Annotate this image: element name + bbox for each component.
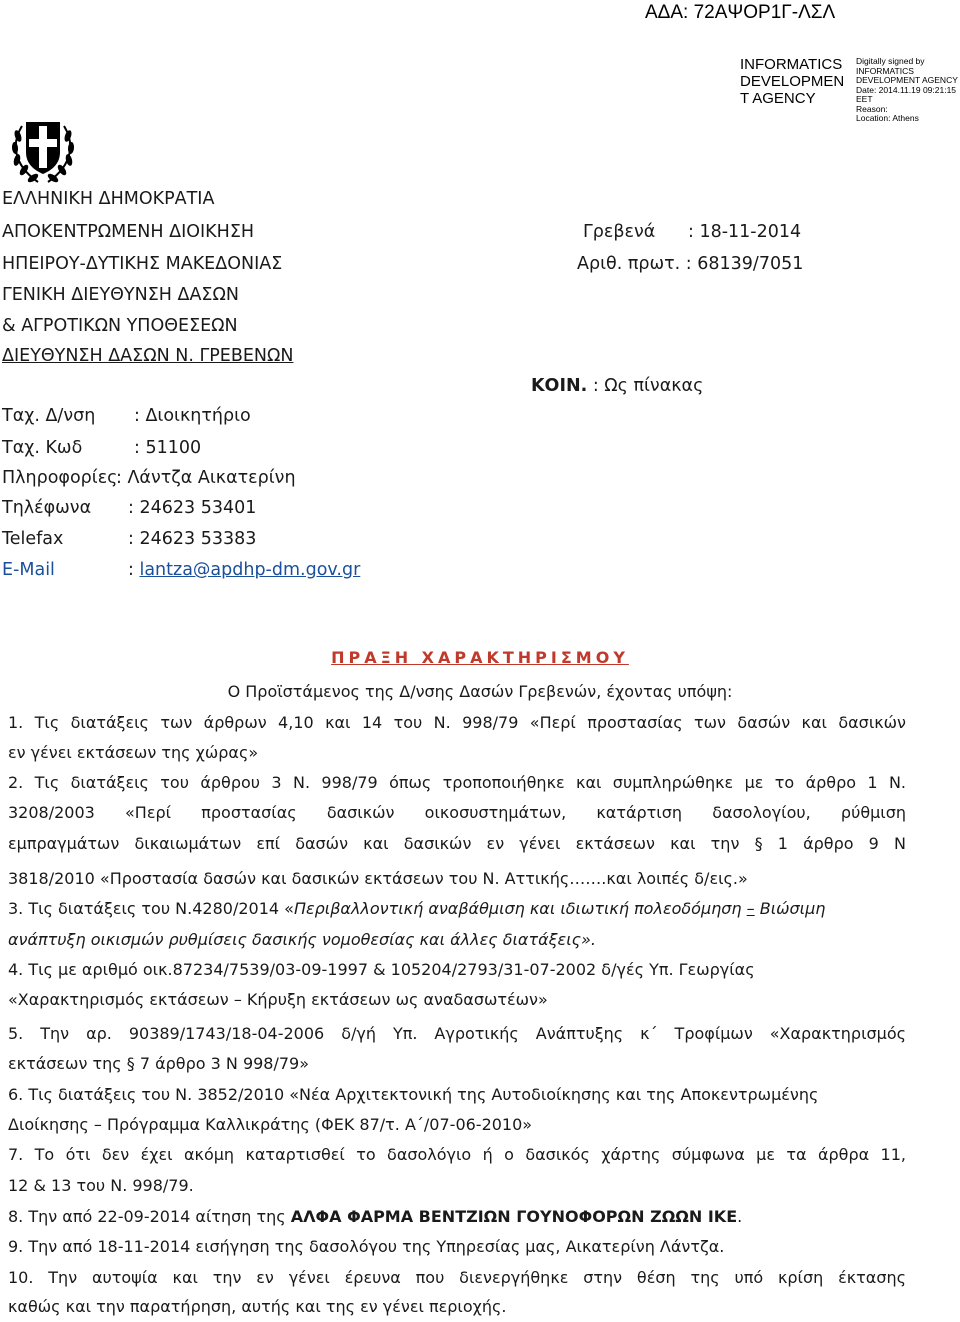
contact-value: : 51100 — [134, 438, 202, 458]
koin-line — [531, 376, 703, 396]
koin-value: : Ως πίνακας — [587, 376, 704, 396]
signature-name-line: T AGENCY — [740, 90, 816, 107]
signature-detail: DEVELOPMENT AGENCY — [856, 75, 958, 85]
contact-label: Πληροφορίες — [2, 468, 118, 488]
contact-value: : 24623 53383 — [128, 529, 257, 549]
sender-line: ΕΛΛΗΝΙΚΗ ΔΗΜΟΚΡΑΤΙΑ — [2, 189, 215, 209]
sender-line: & ΑΓΡΟΤΙΚΩΝ ΥΠΟΘΕΣΕΩΝ — [2, 316, 238, 336]
section-symbol: § — [126, 1054, 135, 1073]
list-item: 5. Την αρ. 90389/1743/18-04-2006 δ/γή Υπ. Αγροτικής Ανάπτυξης κ΄ Τροφίμων «Χαρακτηρισμός — [8, 1024, 906, 1043]
applicant-name: ΑΛΦΑ ΦΑΡΜΑ ΒΕΝΤΖΙΩΝ ΓΟΥΝΟΦΟΡΩΝ ΖΩΩΝ ΙΚΕ — [290, 1207, 738, 1226]
list-item — [8, 1049, 906, 1079]
document-intro: Ο Προϊστάμενος της Δ/νσης Δασών Γρεβενών, έχοντας υπόψη: — [227, 682, 733, 701]
department-name: ΔΙΕΥΘΥΝΣΗ ΔΑΣΩΝ Ν. ΓΡΕΒΕΝΩΝ — [2, 346, 294, 366]
list-item: 10. Την αυτοψία και την εν γένει έρευνα που διενεργήθηκε στην θέση της υπό κρίση έκτασης — [8, 1268, 906, 1287]
contact-label: Τηλέφωνα — [2, 498, 92, 518]
date-label: Γρεβενά — [583, 222, 656, 242]
list-item: 7. Το ότι δεν έχει ακόμη καταρτισθεί το δασολόγιο ή ο δασικός χάρτης σύμφωνα με τα άρθρα 11, — [8, 1145, 906, 1164]
signature-name-line: DEVELOPMEN — [740, 73, 845, 90]
list-item: 3208/2003 «Περί προστασίας δασικών οικοσυστημάτων, κατάρτιση δασολογίου, ρύθμιση — [8, 803, 906, 822]
document-title: ΠΡΑΞΗ ΧΑΡΑΚΤΗΡΙΣΜΟΥ — [331, 648, 629, 667]
signature-detail: Reason: — [856, 103, 888, 114]
contact-label: E-Mail — [2, 560, 55, 580]
list-item: «Χαρακτηρισμός εκτάσεων – Κήρυξη εκτάσεων ως αναδασωτέων» — [8, 990, 548, 1009]
list-item-text: Περιβαλλοντική αναβάθμιση και ιδιωτική πολεοδόμηση — [293, 899, 747, 918]
list-item: εν γένει εκτάσεων της χώρας» — [8, 743, 259, 762]
contact-value: : — [128, 560, 140, 580]
contact-email-line — [128, 560, 360, 580]
koin-label: ΚΟΙΝ. — [531, 376, 588, 396]
signature-detail: INFORMATICS — [856, 65, 914, 76]
list-item: 12 & 13 του Ν. 998/79. — [8, 1176, 194, 1195]
list-item: 4. Τις με αριθμό οικ.87234/7539/03-09-1997 & 105204/2793/31-07-2002 δ/γές Υπ. Γεωργίας — [8, 960, 755, 979]
document-title-row — [0, 648, 960, 667]
contact-value: : Διοικητήριο — [134, 406, 251, 426]
list-item-text: . — [737, 1207, 743, 1226]
list-item: 1. Τις διατάξεις των άρθρων 4,10 και 14 του Ν. 998/79 «Περί προστασίας των δασών και δασικών — [8, 713, 906, 732]
list-item-text: 7 άρθρο 3 Ν 998/79» — [139, 1054, 310, 1073]
list-item: 6. Τις διατάξεις του Ν. 3852/2010 «Νέα Αρχιτεκτονική της Αυτοδιοίκησης και της Αποκεντρωμένης — [8, 1085, 819, 1104]
protocol-value: : 68139/7051 — [680, 254, 804, 274]
signature-detail: Date: 2014.11.19 09:21:15 — [856, 84, 957, 95]
signature-detail: EET — [856, 94, 873, 104]
list-item — [8, 894, 906, 924]
list-item-text: 3. Τις διατάξεις του Ν.4280/2014 « — [8, 899, 294, 918]
signature-details — [856, 57, 958, 124]
signature-name — [740, 56, 844, 107]
sender-line: ΑΠΟΚΕΝΤΡΩΜΕΝΗ ΔΙΟΙΚΗΣΗ — [2, 222, 255, 242]
list-item: 2. Τις διατάξεις του άρθρου 3 Ν. 998/79 όπως τροποποιήθηκε και συμπληρώθηκε με το άρθρο 1 Ν. — [8, 773, 906, 792]
list-item: ανάπτυξη οικισμών ρυθμίσεις δασικής νομοθεσίας και άλλες διατάξεις». — [8, 930, 596, 949]
sender-line: ΗΠΕΙΡΟΥ-ΔΥΤΙΚΗΣ ΜΑΚΕΔΟΝΙΑΣ — [2, 254, 283, 274]
contact-value: : 24623 53401 — [128, 498, 257, 518]
list-item-text: Βιώσιμη — [754, 899, 826, 918]
section-symbol: § — [754, 834, 763, 853]
greek-emblem-icon — [8, 112, 78, 188]
list-item-text: εκτάσεων της — [8, 1054, 122, 1073]
list-item-text: – — [746, 899, 755, 918]
list-item — [8, 1202, 906, 1232]
contact-value: : Λάντζα Αικατερίνη — [116, 468, 296, 488]
signature-detail: Location: Athens — [856, 113, 919, 123]
list-item-text: εμπραγμάτων δικαιωμάτων επί δασών και δασικών εν γένει εκτάσεων και την — [8, 834, 740, 853]
list-item: Διοίκησης – Πρόγραμμα Καλλικράτης (ΦΕΚ 87/τ. Α΄/07-06-2010» — [8, 1115, 533, 1134]
contact-label: Ταχ. Κωδ — [2, 438, 83, 458]
email-link[interactable]: lantza@apdhp-dm.gov.gr — [139, 560, 361, 580]
list-item: 9. Την από 18-11-2014 εισήγηση της δασολόγου της Υπηρεσίας μας, Αικατερίνη Λάντζα. — [8, 1237, 725, 1256]
date-value: : 18-11-2014 — [688, 222, 802, 242]
protocol-label: Αριθ. πρωτ. — [577, 254, 681, 274]
contact-label: Telefax — [2, 529, 64, 549]
signature-name-line: INFORMATICS — [740, 56, 843, 73]
list-item-text: 8. Την από 22-09-2014 αίτηση της — [8, 1207, 291, 1226]
ada-code: ΑΔΑ: 72ΑΨΟΡ1Γ-ΛΣΛ — [645, 2, 836, 23]
contact-label: Ταχ. Δ/νση — [2, 406, 96, 426]
signature-detail: Digitally signed by — [856, 56, 925, 66]
protocol-line — [577, 254, 803, 274]
list-item: καθώς και την παρατήρηση, αυτής και της εν γένει περιοχής. — [8, 1297, 507, 1316]
list-item-text: 1 άρθρο 9 Ν — [777, 834, 906, 853]
list-item: 3818/2010 «Προστασία δασών και δασικών εκτάσεων του Ν. Αττικής…….και λοιπές δ/εις.» — [8, 869, 748, 888]
list-item — [8, 829, 906, 859]
sender-line: ΓΕΝΙΚΗ ΔΙΕΥΘΥΝΣΗ ΔΑΣΩΝ — [2, 285, 239, 305]
